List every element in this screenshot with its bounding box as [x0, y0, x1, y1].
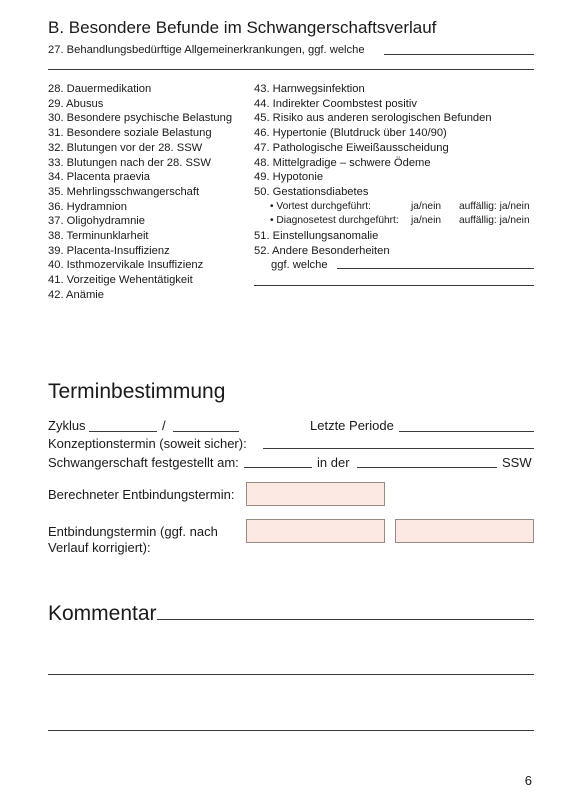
page-number: 6: [524, 773, 532, 788]
section-b-title: B. Besondere Befunde im Schwangerschaftsverlauf: [48, 18, 437, 37]
letzte-periode-label: Letzte Periode: [310, 418, 394, 433]
list-item[interactable]: 31. Besondere soziale Belastung: [48, 127, 212, 140]
sub-item-diagnosetest[interactable]: [254, 214, 544, 229]
in-der-label: in der: [317, 455, 350, 470]
list-item[interactable]: 51. Einstellungsanomalie: [254, 230, 379, 243]
list-item[interactable]: 42. Anämie: [48, 288, 104, 301]
kommentar-title: Kommentar: [48, 602, 157, 625]
zyklus-label: Zyklus: [48, 418, 86, 433]
festgestellt-label: Schwangerschaft festgestellt am:: [48, 455, 239, 470]
kommentar-line-3[interactable]: [48, 730, 534, 731]
list-item[interactable]: 43. Harnwegsinfektion: [254, 83, 365, 95]
festgestellt-date-field[interactable]: [244, 467, 312, 468]
ssw-label: SSW: [502, 455, 532, 470]
kommentar-line-1[interactable]: [157, 619, 534, 620]
item-27-line-2[interactable]: [48, 69, 534, 70]
korrigiert-label: Entbindungstermin (ggf. nach Verlauf korrigiert):: [48, 524, 218, 555]
list-item[interactable]: 45. Risiko aus anderen serologischen Befunden: [254, 112, 492, 125]
sub-item-label: • Vortest durchgeführt:: [270, 200, 371, 212]
konzeption-label: Konzeptionstermin (soweit sicher):: [48, 436, 247, 451]
list-item[interactable]: 44. Indirekter Coombstest positiv: [254, 97, 417, 110]
sub-item-abnormal[interactable]: auffällig: ja/nein: [459, 200, 530, 212]
list-item[interactable]: 48. Mittelgradige – schwere Ödeme: [254, 156, 431, 169]
list-item[interactable]: 30. Besondere psychische Belastung: [48, 112, 233, 125]
korrigiert-input-box-2[interactable]: [395, 519, 534, 543]
korrigiert-input-box-1[interactable]: [246, 519, 385, 543]
zyklus-field-2[interactable]: [173, 431, 239, 432]
list-item[interactable]: 32. Blutungen vor der 28. SSW: [48, 141, 203, 154]
zyklus-field-1[interactable]: [89, 431, 157, 432]
termin-title: Terminbestimmung: [48, 380, 226, 403]
list-item[interactable]: 50. Gestationsdiabetes: [254, 185, 369, 198]
left-item-list: [48, 82, 232, 303]
item-52-line[interactable]: [337, 268, 534, 269]
list-item[interactable]: 49. Hypotonie: [254, 171, 324, 184]
list-item[interactable]: 52. Andere Besonderheiten: [254, 244, 390, 257]
kommentar-line-2[interactable]: [48, 674, 534, 675]
letzte-periode-field[interactable]: [399, 431, 534, 432]
item-27-line[interactable]: [384, 54, 534, 55]
sub-item-vortest[interactable]: [254, 200, 544, 215]
zyklus-slash: /: [162, 418, 166, 433]
right-item-list: [254, 82, 544, 273]
list-item[interactable]: 41. Vorzeitige Wehentätigkeit: [48, 274, 193, 287]
list-item[interactable]: 35. Mehrlingsschwangerschaft: [48, 185, 200, 198]
sub-item-abnormal[interactable]: auffällig: ja/nein: [459, 215, 530, 227]
list-item[interactable]: 28. Dauermedikation: [48, 83, 152, 95]
ssw-field[interactable]: [357, 467, 497, 468]
item-52-line-2[interactable]: [254, 285, 534, 286]
list-item[interactable]: 38. Terminunklarheit: [48, 230, 149, 243]
item-52-sub-label: ggf. welche: [271, 259, 328, 272]
list-item[interactable]: 29. Abusus: [48, 97, 104, 110]
list-item[interactable]: 37. Oligohydramnie: [48, 215, 146, 228]
sub-item-answer[interactable]: ja/nein: [411, 215, 442, 227]
item-27-label: 27. Behandlungsbedürftige Allgemeinerkrankungen, ggf. welche: [48, 44, 365, 56]
list-item[interactable]: 36. Hydramnion: [48, 200, 127, 213]
konzeption-field[interactable]: [263, 448, 534, 449]
sub-item-answer[interactable]: ja/nein: [411, 200, 442, 212]
berechnet-input-box[interactable]: [246, 482, 385, 506]
berechnet-label: Berechneter Entbindungstermin:: [48, 487, 235, 502]
list-item[interactable]: 40. Isthmozervikale Insuffizienz: [48, 259, 204, 272]
list-item[interactable]: 47. Pathologische Eiweißausscheidung: [254, 141, 449, 154]
list-item[interactable]: 39. Placenta-Insuffizienz: [48, 244, 170, 257]
sub-item-label: • Diagnosetest durchgeführt:: [270, 215, 399, 227]
list-item[interactable]: 34. Placenta praevia: [48, 171, 150, 184]
list-item[interactable]: 46. Hypertonie (Blutdruck über 140/90): [254, 127, 447, 140]
list-item[interactable]: 33. Blutungen nach der 28. SSW: [48, 156, 211, 169]
